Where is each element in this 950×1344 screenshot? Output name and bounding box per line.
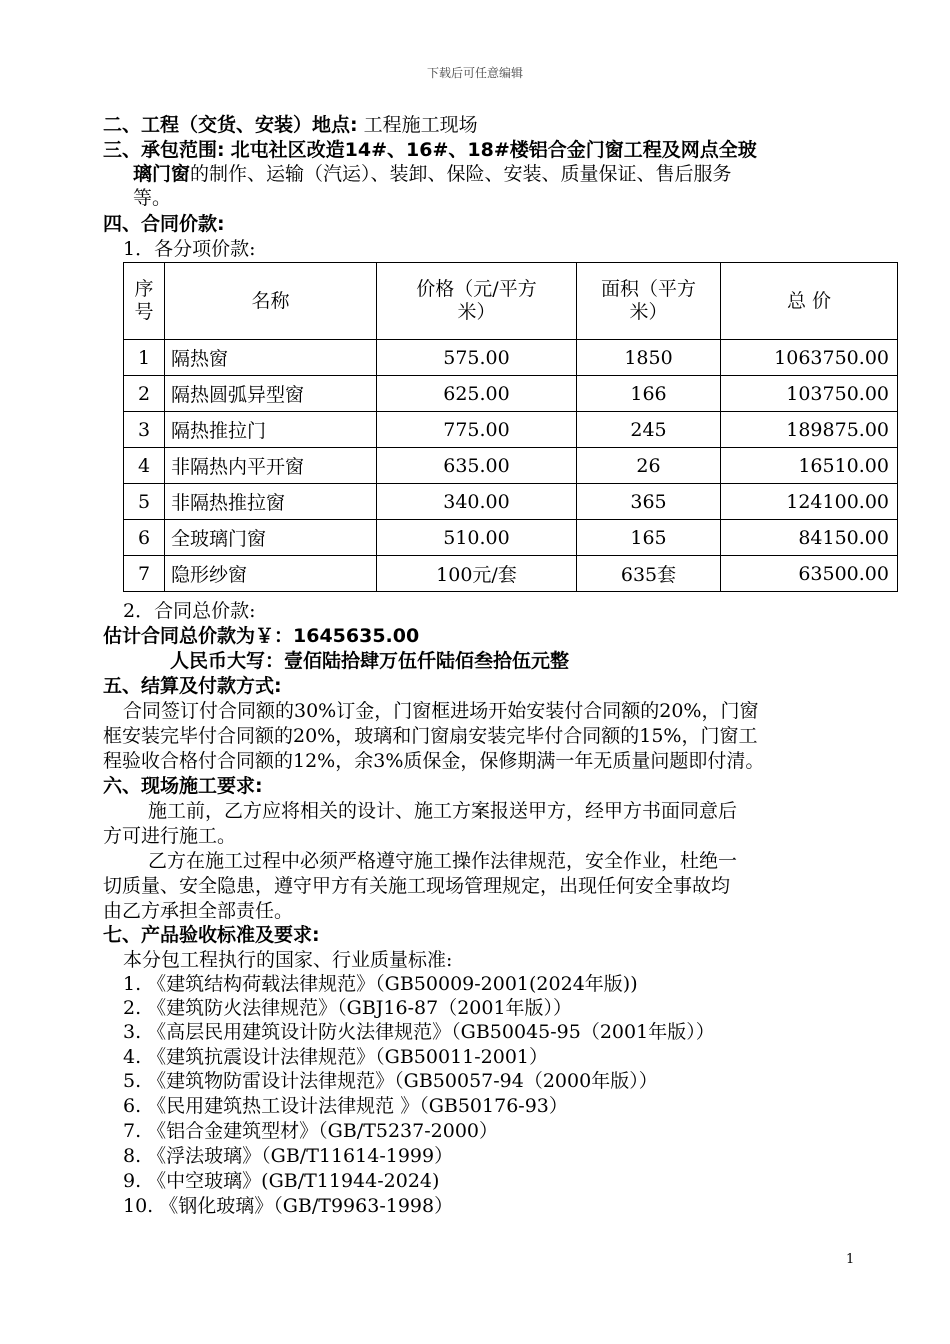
section-3-text-2: 的制作、运输（汽运）、装卸、保险、安装、质量保证、售后服务 (190, 163, 732, 185)
header-name: 名称 (165, 263, 377, 340)
section-3-line-1 (103, 138, 757, 162)
standard-item: 5. 《建筑物防雷设计法律规范》（GB50057-94（2000年版）） (123, 1070, 658, 1092)
section-5-title: 五、结算及付款方式: (103, 675, 282, 697)
cell-total: 103750.00 (721, 376, 898, 412)
cell-total: 84150.00 (721, 520, 898, 556)
section-6-p2a: 乙方在施工过程中必须严格遵守施工操作法律规范，安全作业，杜绝一 (148, 850, 738, 872)
cell-total: 124100.00 (721, 484, 898, 520)
cell-seq: 4 (124, 448, 165, 484)
section-4-item-2: 2．合同总价款: (123, 600, 256, 622)
section-2 (103, 113, 478, 137)
standard-item: 7. 《铝合金建筑型材》（GB/T5237-2000） (123, 1120, 499, 1142)
cell-name: 隔热推拉门 (165, 412, 377, 448)
rmb-uppercase: 人民币大写：壹佰陆拾肆万伍仟陆佰叁拾伍元整 (170, 650, 570, 672)
section-6-p2c: 由乙方承担全部责任。 (103, 900, 294, 922)
cell-area: 165 (577, 520, 721, 556)
table-row (124, 340, 898, 376)
cell-area: 365 (577, 484, 721, 520)
cell-area: 245 (577, 412, 721, 448)
page-header: 下载后可任意编辑 (426, 66, 523, 80)
section-7-intro: 本分包工程执行的国家、行业质量标准: (123, 949, 453, 971)
cell-price: 340.00 (377, 484, 577, 520)
page-number: 1 (846, 1252, 855, 1267)
cell-price: 635.00 (377, 448, 577, 484)
section-4-item-1: 1．各分项价款: (123, 238, 256, 260)
section-3-label: 三、承包范围: (103, 139, 225, 161)
cell-area: 635套 (577, 556, 721, 592)
standard-item: 9. 《中空玻璃》(GB/T11944-2024) (123, 1170, 440, 1192)
section-6-p1b: 方可进行施工。 (103, 825, 237, 847)
header-total: 总 价 (721, 263, 898, 340)
section-5-p1: 合同签订付合同额的30%订金，门窗框进场开始安装付合同额的20%，门窗 (123, 700, 759, 722)
table-row (124, 520, 898, 556)
standard-item: 10. 《钢化玻璃》（GB/T9963-1998） (123, 1195, 454, 1217)
cell-seq: 2 (124, 376, 165, 412)
cell-total: 1063750.00 (721, 340, 898, 376)
header-area: 面积（平方米） (577, 263, 721, 340)
section-6-title: 六、现场施工要求: (103, 775, 263, 797)
standard-item: 1. 《建筑结构荷载法律规范》（GB50009-2001(2024年版)) (123, 973, 638, 995)
cell-area: 1850 (577, 340, 721, 376)
cell-name: 隔热窗 (165, 340, 377, 376)
section-2-label: 二、工程（交货、安装）地点: (103, 114, 358, 136)
cell-seq: 7 (124, 556, 165, 592)
cell-price: 510.00 (377, 520, 577, 556)
price-table (123, 262, 898, 592)
header-seq: 序号 (124, 263, 165, 340)
cell-name: 隐形纱窗 (165, 556, 377, 592)
cell-seq: 5 (124, 484, 165, 520)
table-row (124, 556, 898, 592)
table-row (124, 412, 898, 448)
cell-area: 26 (577, 448, 721, 484)
cell-total: 189875.00 (721, 412, 898, 448)
table-header-row (124, 263, 898, 340)
standard-item: 4. 《建筑抗震设计法律规范》（GB50011-2001） (123, 1046, 549, 1068)
section-3-bold-text: 北屯社区改造14#、16#、18#楼铝合金门窗工程及网点全玻 (230, 139, 757, 161)
cell-seq: 1 (124, 340, 165, 376)
table-row (124, 448, 898, 484)
section-3-bold-text-2: 璃门窗 (133, 163, 191, 185)
cell-total: 16510.00 (721, 448, 898, 484)
section-3-line-2 (133, 162, 732, 186)
standard-item: 2. 《建筑防火法律规范》（GBJ16-87（2001年版）） (123, 997, 573, 1019)
section-7-title: 七、产品验收标准及要求: (103, 924, 320, 946)
cell-total: 63500.00 (721, 556, 898, 592)
cell-price: 775.00 (377, 412, 577, 448)
standard-item: 8. 《浮法玻璃》（GB/T11614-1999） (123, 1145, 454, 1167)
cell-price: 100元/套 (377, 556, 577, 592)
standard-item: 6. 《民用建筑热工设计法律规范 》（GB50176-93） (123, 1095, 568, 1117)
cell-name: 非隔热推拉窗 (165, 484, 377, 520)
section-4-title: 四、合同价款: (103, 213, 225, 235)
cell-seq: 6 (124, 520, 165, 556)
estimate-total: 估计合同总价款为￥：1645635.00 (103, 625, 420, 647)
header-price: 价格（元/平方米） (377, 263, 577, 340)
table-row (124, 376, 898, 412)
table-row (124, 484, 898, 520)
cell-price: 625.00 (377, 376, 577, 412)
cell-seq: 3 (124, 412, 165, 448)
cell-name: 全玻璃门窗 (165, 520, 377, 556)
section-6-p2b: 切质量、安全隐患，遵守甲方有关施工现场管理规定，出现任何安全事故均 (103, 875, 731, 897)
cell-area: 166 (577, 376, 721, 412)
cell-name: 隔热圆弧异型窗 (165, 376, 377, 412)
section-2-value: 工程施工现场 (363, 114, 478, 136)
section-5-p2: 框安装完毕付合同额的20%，玻璃和门窗扇安装完毕付合同额的15%，门窗工 (103, 725, 758, 747)
section-5-p3: 程验收合格付合同额的12%，余3%质保金，保修期满一年无质量问题即付清。 (103, 750, 765, 772)
section-3-line-3: 等。 (133, 187, 172, 209)
section-6-p1a: 施工前，乙方应将相关的设计、施工方案报送甲方，经甲方书面同意后 (148, 800, 738, 822)
cell-name: 非隔热内平开窗 (165, 448, 377, 484)
standard-item: 3. 《高层民用建筑设计防火法律规范》（GB50045-95（2001年版）） (123, 1021, 715, 1043)
cell-price: 575.00 (377, 340, 577, 376)
